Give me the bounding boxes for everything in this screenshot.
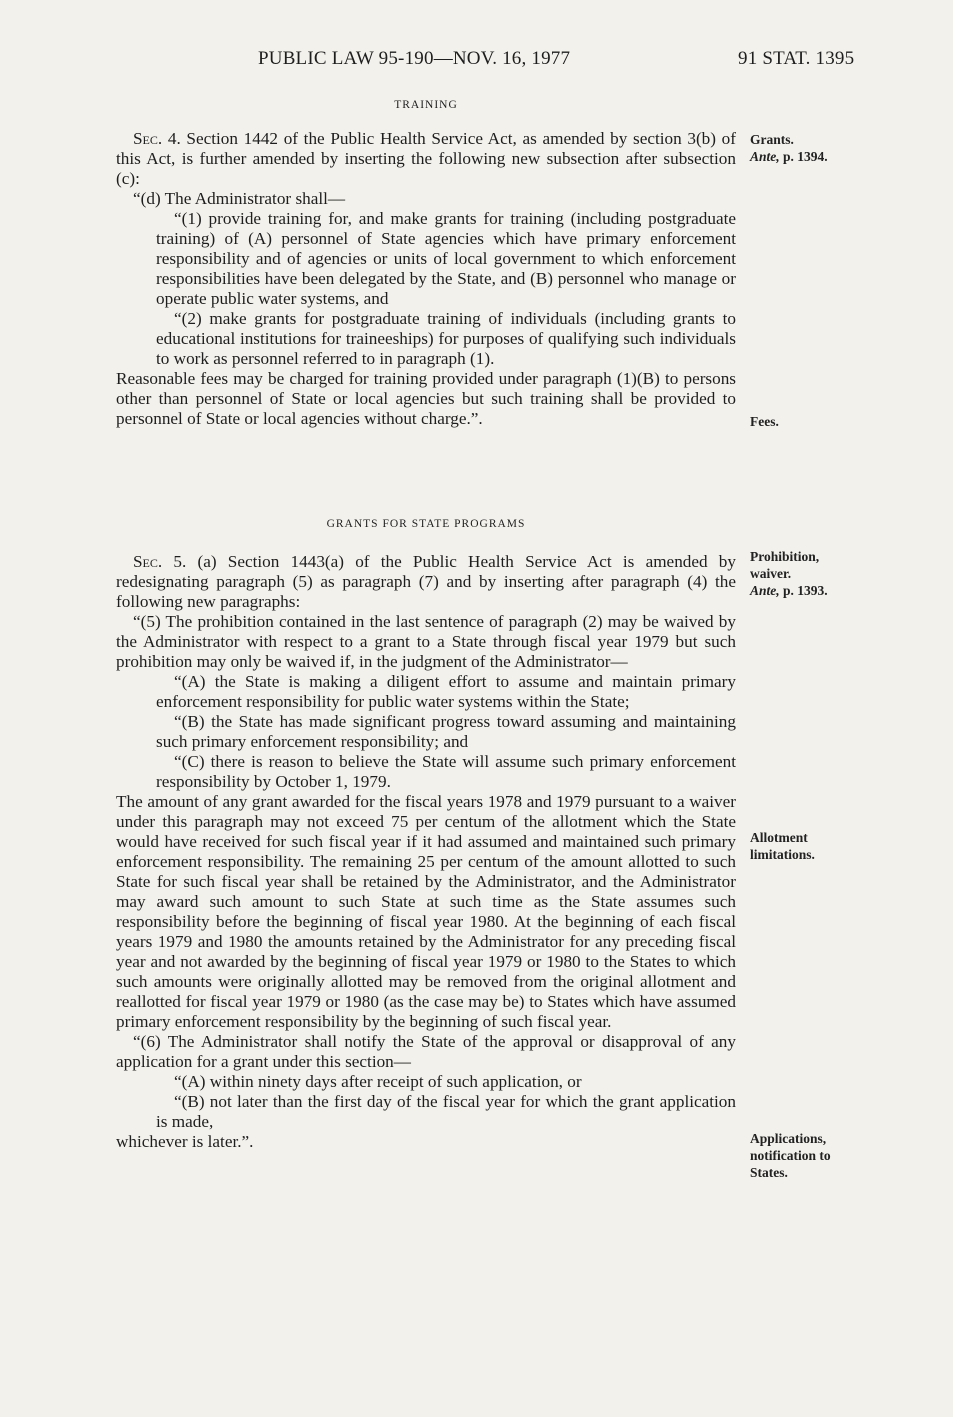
sec5-amount-paragraph: The amount of any grant awarded for the fiscal years 1978 and 1979 pursuant to a waiver under this paragraph may not exceed 75 per centum of the allotment which the State would have received for such fiscal year if it had assumed and maintained such primary enforcement responsibility. The remaining 25 per centum of the amount allotted to such State for such fiscal year shall be retained by the Administrator, and the Administrator may award such amount to such State at such time as the State assumes such responsibility before the beginning of fiscal year 1980. At the beginning of each fiscal years 1979 and 1980 the amounts retained by the Administrator for any preceding fiscal year and not awarded by the beginning of fiscal year 1979 or 1980 to the States to which such amounts were originally allotted may be removed from the original allotment and reallotted for fiscal year 1979 or 1980 (as the case may be) to States which have assumed primary enforcement responsibility by the beginning of such fiscal year. bbox=[116, 792, 736, 1031]
margin-note-ante-1393-page: p. 1393. bbox=[779, 583, 828, 598]
heading-grants: GRANTS FOR STATE PROGRAMS bbox=[326, 518, 526, 530]
section-training bbox=[116, 95, 736, 429]
sec5-text: 5. (a) Section 1443(a) of the Public Health Service Act is amended by redesignating paragraph (5) as paragraph (7) and by inserting after paragraph (4) the following new paragraphs: bbox=[116, 552, 736, 611]
sec4-d-1: “(1) provide training for, and make grants for training (including postgraduate training) of (A) personnel of State agencies which have primary enforcement responsibility and of agencies or units of local government to which enforcement responsibilities have been delegated by the State, and (B) personnel who manage or operate public water systems, and bbox=[156, 209, 736, 308]
running-head-page: 91 STAT. 1395 bbox=[738, 48, 855, 69]
margin-note-fees-label: Fees. bbox=[750, 414, 779, 429]
margin-note-ante-1393-italic: Ante, bbox=[750, 583, 780, 598]
margin-note-prohibition-line2: waiver. bbox=[750, 566, 792, 581]
margin-note-allotment-line2: limitations. bbox=[750, 847, 815, 862]
margin-note-applications-line2: notification to bbox=[750, 1148, 831, 1163]
margin-note-prohibition bbox=[750, 548, 870, 599]
sec4-paragraph bbox=[116, 129, 736, 189]
sec5-clause-a: “(A) the State is making a diligent effort to assume and maintain primary enforcement responsibility for public water systems within the State; bbox=[156, 672, 736, 711]
running-head bbox=[0, 48, 953, 74]
margin-note-allotment bbox=[750, 829, 870, 863]
margin-note-ante-1394-page: p. 1394. bbox=[779, 149, 828, 164]
section-grants bbox=[116, 514, 736, 1152]
sec4-fees-paragraph: Reasonable fees may be charged for training provided under paragraph (1)(B) to persons other than personnel of State or local agencies but such training shall be provided to personnel of State or local agencies without charge.”. bbox=[116, 369, 736, 428]
sec4-label: Sec. bbox=[133, 129, 163, 148]
sec5-6-clause-b: “(B) not later than the first day of the fiscal year for which the grant application is made, bbox=[156, 1092, 736, 1131]
sec5-paragraph bbox=[116, 552, 736, 612]
sec4-text: 4. Section 1442 of the Public Health Service Act, as amended by section 3(b) of this Act, is further amended by inserting the following new subsection after subsection (c): bbox=[116, 129, 736, 188]
sec4-d-2: “(2) make grants for postgraduate training of individuals (including grants to educational institutions for traineeships) for purposes of qualifying such individuals to work as personnel referred to in paragraph (1). bbox=[156, 309, 736, 368]
sec5-closing: whichever is later.”. bbox=[116, 1132, 254, 1151]
margin-note-ante-1394 bbox=[750, 148, 870, 165]
running-head-title: PUBLIC LAW 95-190—NOV. 16, 1977 bbox=[258, 48, 571, 69]
sec5-label: Sec. bbox=[133, 552, 163, 571]
margin-note-applications bbox=[750, 1130, 870, 1181]
margin-note-grants bbox=[750, 131, 870, 165]
margin-note-allotment-line1: Allotment bbox=[750, 830, 808, 845]
sec4-subsection-d: “(d) The Administrator shall— bbox=[133, 189, 346, 208]
margin-note-grants-label: Grants. bbox=[750, 132, 794, 147]
sec5-6-clause-a: “(A) within ninety days after receipt of such application, or bbox=[174, 1072, 582, 1091]
margin-note-ante-1394-italic: Ante, bbox=[750, 149, 780, 164]
margin-note-applications-line3: States. bbox=[750, 1165, 788, 1180]
heading-training: TRAINING bbox=[394, 99, 458, 111]
margin-note-ante-1393 bbox=[750, 582, 870, 599]
margin-note-prohibition-line1: Prohibition, bbox=[750, 549, 820, 564]
sec5-clause-b: “(B) the State has made significant progress toward assuming and maintaining such primary enforcement responsibility; and bbox=[156, 712, 736, 751]
margin-note-fees bbox=[750, 413, 870, 430]
sec5-paragraph-6: “(6) The Administrator shall notify the State of the approval or disapproval of any application for a grant under this section— bbox=[116, 1032, 736, 1071]
margin-note-applications-line1: Applications, bbox=[750, 1131, 827, 1146]
sec5-clause-c: “(C) there is reason to believe the State will assume such primary enforcement responsibility by October 1, 1979. bbox=[156, 752, 736, 791]
sec5-paragraph-5: “(5) The prohibition contained in the last sentence of paragraph (2) may be waived by the Administrator with respect to a grant to a State through fiscal year 1979 but such prohibition may only be waived if, in the judgment of the Administrator— bbox=[116, 612, 736, 671]
